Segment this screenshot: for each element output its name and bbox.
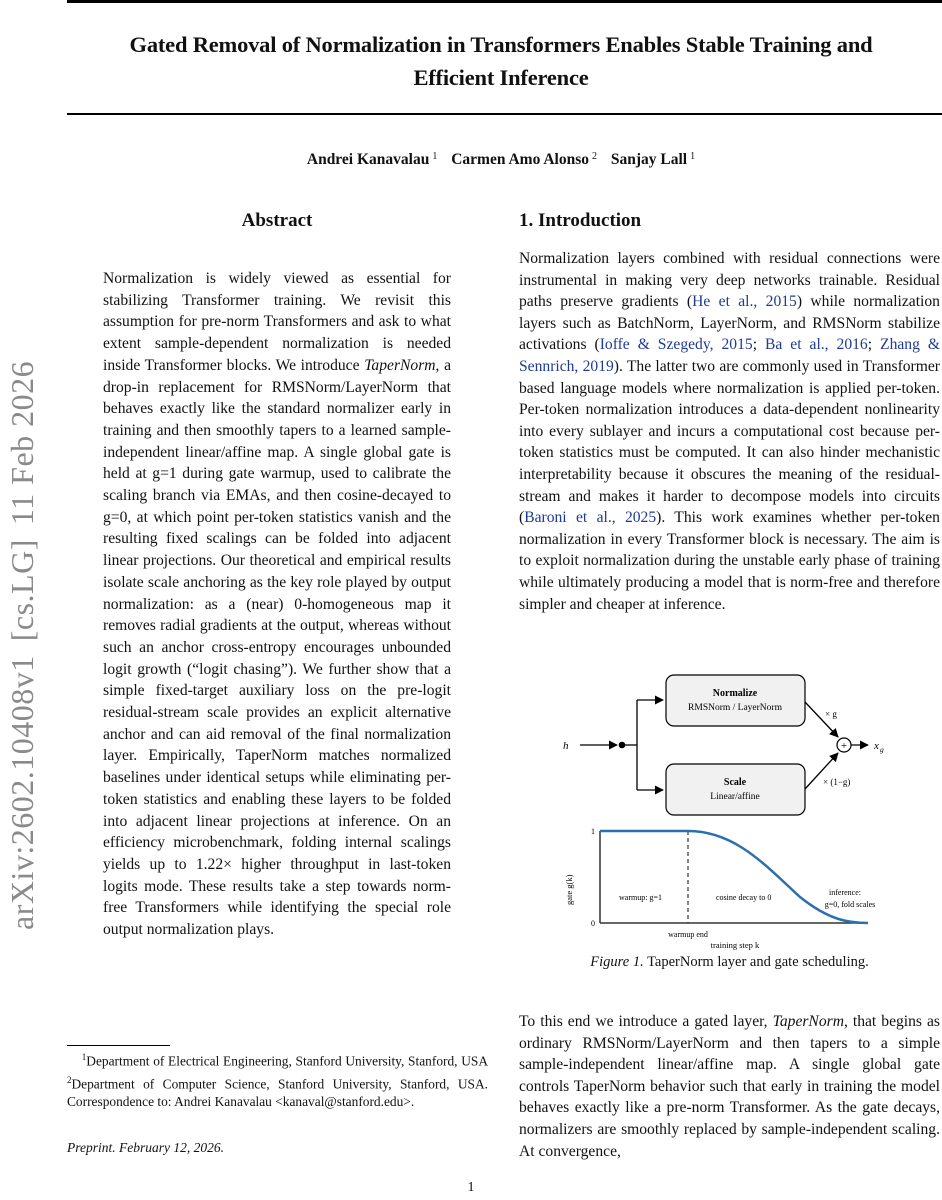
arxiv-stamp — [4, 347, 41, 930]
author: Carmen Amo Alonso $^2$ — [451, 151, 597, 168]
title-line-1: Gated Removal of Normalization in Transformers Enables Stable Training and — [129, 32, 873, 57]
svg-text:Linear/affine: Linear/affine — [710, 792, 760, 802]
arxiv-date: 11 Feb 2026 — [4, 360, 40, 526]
svg-text:× (1−g): × (1−g) — [823, 777, 851, 787]
svg-text:× g: × g — [825, 709, 837, 719]
figure-1 — [555, 665, 900, 975]
svg-text:x: x — [874, 740, 879, 752]
svg-text:Scale: Scale — [723, 777, 747, 788]
svg-text:warmup: g=1: warmup: g=1 — [619, 893, 662, 902]
abstract-heading: Abstract — [241, 210, 313, 231]
gate-curve — [600, 831, 868, 923]
svg-text:g=0, fold scales: g=0, fold scales — [824, 900, 876, 909]
arxiv-category: [cs.LG] — [4, 539, 40, 642]
author-list — [60, 151, 942, 169]
svg-text:inference:: inference: — [829, 888, 861, 897]
title-line-2: Efficient Inference — [413, 65, 589, 90]
svg-text:warmup end: warmup end — [668, 930, 708, 939]
introduction-paragraph-2: To this end we introduce a gated layer, TaperNorm, that begins as ordinary RMSNorm/LayerNorm and then tapers to a simple sample-independent linear/affine map. A single global gate controls TaperNorm behavior such that early in training the model behaves exactly like a pre-norm Transformer. As the gate decays, normalizers are smoothly replaced by sample-independent scaling. At convergence, — [519, 1013, 940, 1160]
gate-schedule-chart — [564, 827, 875, 950]
page-number: 1 — [467, 1180, 475, 1195]
citation-link[interactable]: Baroni et al., 2025 — [524, 509, 657, 527]
paper-title — [60, 28, 942, 94]
figure-diagram-and-chart — [555, 665, 900, 955]
title-bottom-rule — [67, 113, 942, 115]
split-node-icon — [619, 742, 626, 749]
author: Andrei Kanavalau $^1$ — [306, 151, 438, 168]
svg-text:1: 1 — [591, 827, 595, 836]
svg-text:Normalize: Normalize — [712, 688, 758, 699]
abstract-body: Normalization is widely viewed as essential for stabilizing Transformer training. We revisit this assumption for pre-norm Transformers and ask to what extent sample-dependent normalization is needed inside Transformer blocks. We introduce TaperNorm, a drop-in replacement for RMSNorm/LayerNorm that behaves exactly like the standard normalizer early in training and then smoothly tapers to a learned sample-independent linear/affine map. A single global gate is held at g=1 during gate warmup, used to calibrate the scaling branch via EMAs, and then cosine-decayed to g=0, at which point per-token statistics vanish and the resulting fixed scalings can be folded into adjacent linear projections. Our theoretical and empirical results isolate scale anchoring as the key role played by output normalization: as a (near) 0-homogeneous map it removes radial gradients at the output, whereas without such an anchor cross-entropy encourages unbounded logit growth (“logit chasing”). We further show that a simple fixed-target auxiliary loss on the pre-logit residual-stream scale provides an explicit alternative anchor and can aid removal of the final normalization layer. Empirically, TaperNorm matches normalized baselines under identical setups while eliminating per-token statistics and enabling these layers to be folded into adjacent linear projections at inference. On an efficiency microbenchmark, folding internal scalings yields up to 1.22× higher throughput in last-token logits mode. These results take a step towards norm-free Transformers while identifying the special role output normalization plays. — [103, 270, 452, 939]
introduction-paragraph-1: Normalization layers combined with residual connections were instrumental in making very deep networks trainable. Residual paths preserve gradients (He et al., 2015) while normalization layers such as BatchNorm, LayerNorm, and RMSNorm stabilize activations (Ioffe & Szegedy, 2015; Ba et al., 2016; Zhang & Sennrich, 2019). The latter two are commonly used in Transformer based language models where normalization is applied per-token. Per-token normalization introduces a data-dependent nonlinearity into every sublayer and incurs a computational cost because per-token statistics must be computed. It can also hinder mechanistic interpretability because it obscures the meaning of the residual-stream and makes it harder to decompose models into circuits (Baroni et al., 2025). This work examines whether per-token normalization in every Transformer block is necessary. The aim is to exploit normalization during the unstable early phase of training while ultimately producing a model that is norm-free and therefore simpler and cheaper at inference. — [519, 250, 940, 613]
citation-link[interactable]: Ba et al., 2016 — [765, 336, 868, 354]
citation-link[interactable]: Ioffe & Szegedy, 2015 — [599, 336, 753, 354]
svg-text:gate g(k): gate g(k) — [564, 874, 574, 905]
input-label: h — [563, 740, 569, 752]
svg-text:0: 0 — [591, 919, 595, 928]
preprint-note: Preprint. February 12, 2026. — [67, 1140, 224, 1155]
svg-text:cosine decay to 0: cosine decay to 0 — [716, 893, 772, 902]
normalize-box — [666, 675, 805, 726]
citation-link[interactable]: Zhang & Sennrich, 2019 — [519, 336, 940, 375]
title-top-rule — [67, 0, 942, 3]
introduction-heading: 1. Introduction — [519, 210, 642, 231]
author: Sanjay Lall $^1$ — [610, 151, 696, 168]
svg-text:training step k: training step k — [710, 940, 760, 950]
citation-link[interactable]: He et al., 2015 — [692, 293, 797, 311]
scale-box — [666, 764, 805, 815]
svg-text:+: + — [840, 740, 848, 752]
footnote-rule — [67, 1045, 170, 1046]
affiliation-footnote: $^1$Department of Electrical Engineering, Stanford University, Stanford, USA $^2$Department of Computer Science, Stanford University, Stanford, USA. Correspondence to: Andrei Kanavalau <kanaval@stanford.edu>. — [67, 1052, 488, 1110]
arxiv-id: arXiv:2602.10408v1 — [4, 655, 40, 930]
svg-text:g: g — [880, 745, 884, 754]
figure-caption: Figure 1. TaperNorm layer and gate scheduling. — [590, 954, 869, 970]
svg-text:RMSNorm / LayerNorm: RMSNorm / LayerNorm — [688, 703, 782, 713]
